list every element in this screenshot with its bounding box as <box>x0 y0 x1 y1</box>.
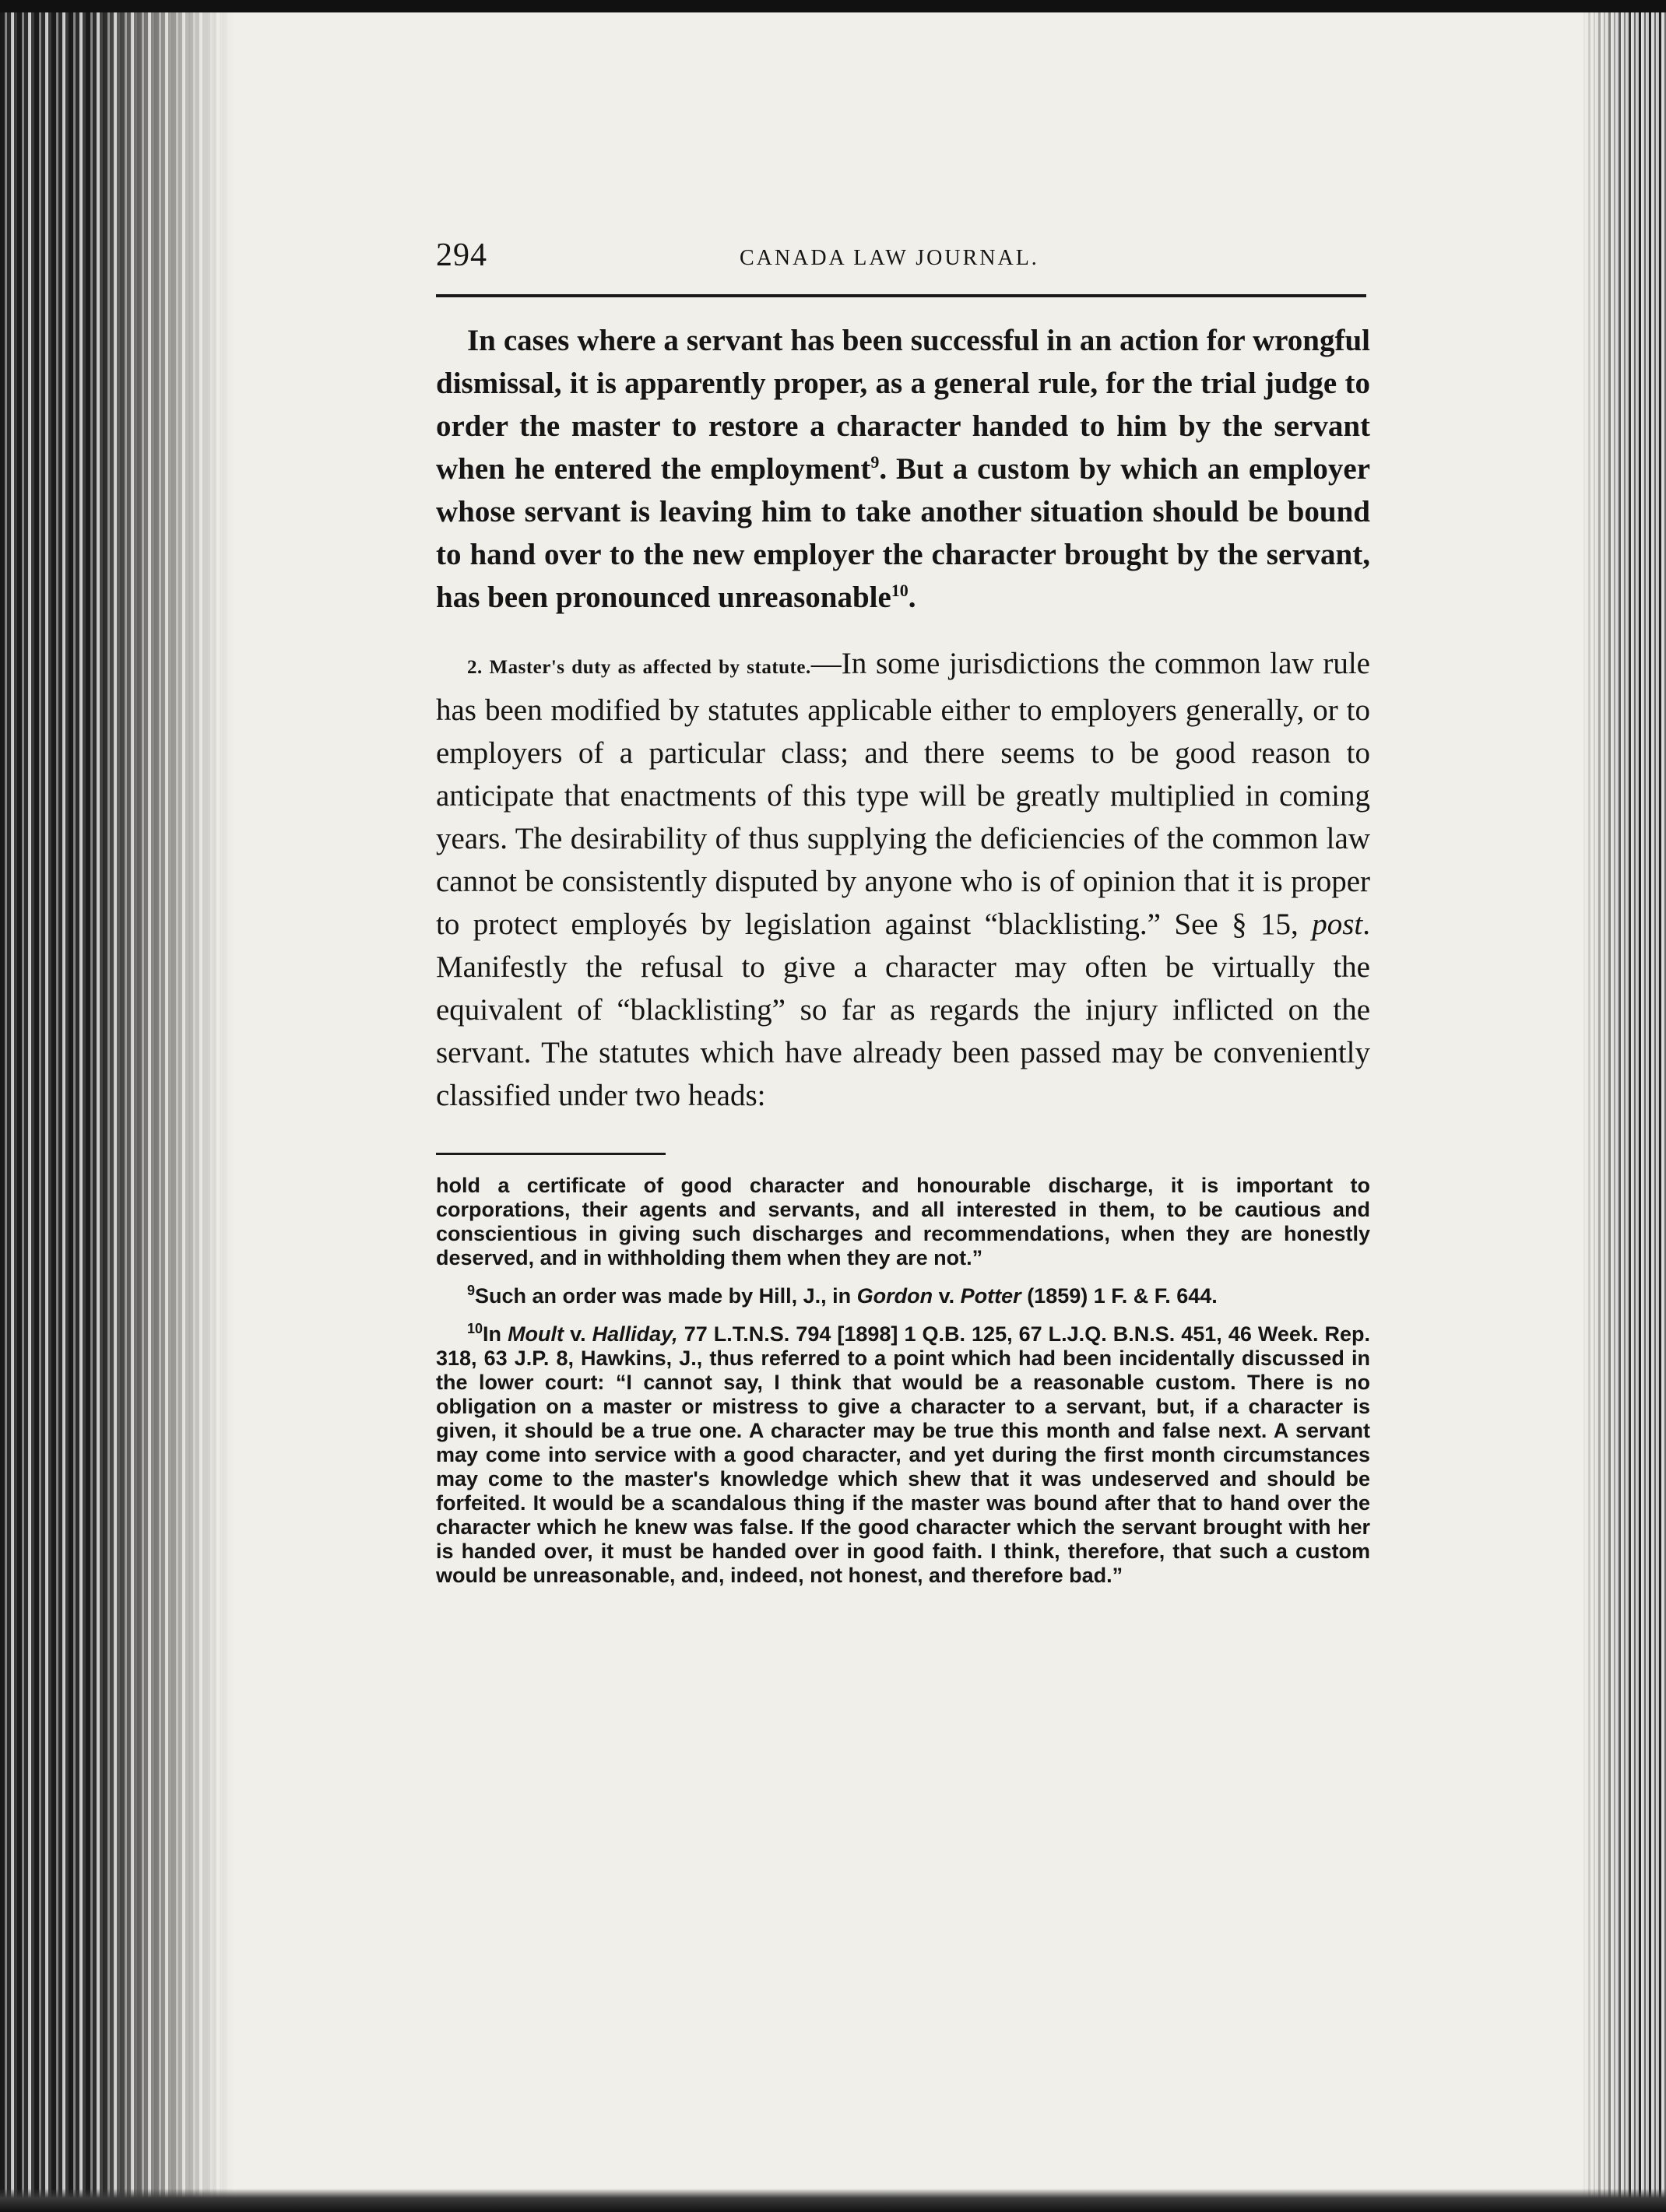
header-rule <box>436 294 1366 297</box>
paragraph-wrongful-dismissal <box>436 319 1370 619</box>
journal-page <box>436 233 1370 1602</box>
footnote-ref-10: 10 <box>891 581 909 600</box>
footnote-ref-9: 9 <box>870 452 880 472</box>
book-binding-right-edge <box>1580 0 1666 2212</box>
page-number: 294 <box>436 237 487 273</box>
footnote-continued: hold a certificate of good character and honourable discharge, it is important to corporations, their agents and servants, and all interested in them, to be cautious and conscientious in giving such discharges and recommendations, when they are honestly deserved, and in withholding them when they are not.” <box>436 1174 1370 1269</box>
footnote-10-text: 77 L.T.N.S. 794 [1898] 1 Q.B. 125, 67 L.J.Q. B.N.S. 451, 46 Week. Rep. 318, 63 J.P. 8, Hawkins, J., thus referred to a point which had been incidentally discussed in the lower court: “I cannot say, I think that would be a reasonable custom. There is no obligation on a master or mistress to give a character to a servant, but, if a character is given, it should be a true one. A character may be true this month and false next. A servant may come into service with a good character, and yet during the first month circumstances may come to the master's knowledge which shew that it was undeserved and should be forfeited. It would be a scandalous thing if the master was bound after that to hand over the character which he knew was false. If the good character which the servant brought with her is handed over, it must be handed over in good faith. I think, therefore, that such a custom would be unreasonable, and, indeed, not honest, and therefore bad.” <box>436 1322 1370 1587</box>
paragraph-statute-duty <box>436 642 1370 1117</box>
footnote-9 <box>436 1284 1370 1308</box>
footnote-10-case-name: Moult <box>508 1322 564 1346</box>
section-text: —In some jurisdictions the common law rule has been modified by statutes applicable either to employers generally, or to employers of a particular class; and there seems to be good reason to anticipate that enactments of this type will be greatly multiplied in coming years. The desirability of thus supplying the deficiencies of the common law cannot be consistently disputed by anyone who is of opinion that it is proper to protect employés by legislation against “blacklisting.” See § 15, <box>436 647 1370 941</box>
footnote-9-text: Such an order was made by Hill, J., in <box>475 1284 857 1308</box>
footnote-10-versus: v. <box>564 1322 592 1346</box>
paragraph-text-end: . <box>908 581 916 614</box>
paragraph-text-continued: . But a custom by which an employer whose servant is leaving him to take another situation should be bound to hand over to the new employer the character brought by the servant, has been pronounced unreasonable <box>436 452 1370 614</box>
footnote-9-versus: v. <box>933 1284 961 1308</box>
footnote-rule <box>436 1153 666 1155</box>
footnote-9-number: 9 <box>467 1283 476 1298</box>
post-italic: post <box>1312 908 1363 941</box>
book-binding-left-edge <box>0 0 234 2212</box>
section-heading: 2. Master's duty as affected by statute. <box>467 657 811 678</box>
footnote-9-citation: (1859) 1 F. & F. 644. <box>1021 1284 1218 1308</box>
footnote-9-case-name: Gordon <box>856 1284 933 1308</box>
section-text-continued: . Manifestly the refusal to give a character may often be virtually the equivalent of “blacklisting” so far as regards the injury inflicted on the servant. The statutes which have already been passed may be conveniently classified under two heads: <box>436 908 1370 1112</box>
running-head <box>436 233 1370 288</box>
footnote-10-intro: In <box>483 1322 508 1346</box>
scan-top-edge <box>0 0 1666 12</box>
footnote-10-number: 10 <box>467 1321 483 1336</box>
footnote-10-case-name-2: Halliday, <box>592 1322 678 1346</box>
footnote-10 <box>436 1322 1370 1588</box>
paragraph-text: In cases where a servant has been successful in an action for wrongful dismissal, it is apparently proper, as a general rule, for the trial judge to order the master to restore a character handed to him by the servant when he entered the employment <box>436 324 1370 486</box>
scan-bottom-edge <box>0 2189 1666 2212</box>
footnote-9-case-name-2: Potter <box>960 1284 1021 1308</box>
journal-title: CANADA LAW JOURNAL. <box>740 246 1039 270</box>
